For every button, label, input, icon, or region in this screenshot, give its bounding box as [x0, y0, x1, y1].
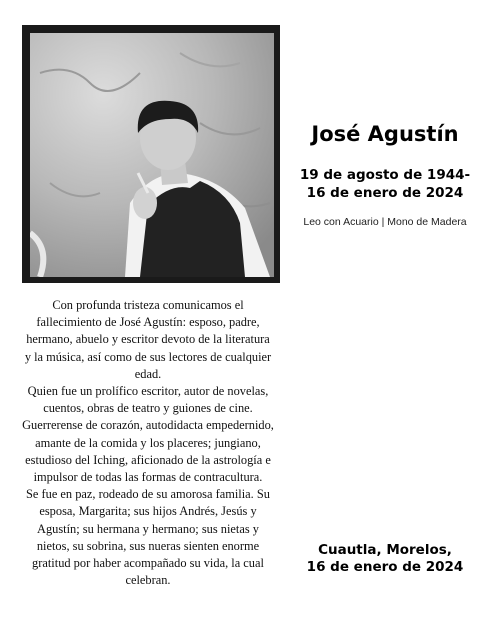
announcement-date: 16 de enero de 2024 — [306, 559, 464, 575]
portrait-image — [30, 33, 274, 277]
life-dates — [290, 166, 480, 202]
place-and-date — [280, 542, 490, 576]
zodiac-line: Leo con Acuario | Mono de Madera — [303, 216, 467, 228]
obituary-text — [22, 297, 274, 589]
death-date: 16 de enero de 2024 — [306, 185, 464, 201]
deceased-name: José Agustín — [311, 122, 459, 146]
paragraph-1: Con profunda tristeza comunicamos el fallecimiento de José Agustín: esposo, padre, hermano, abuelo y escritor devoto de la literatura y la música, así como de sus lectores de cualquier edad. — [24, 298, 272, 381]
place: Cuautla, Morelos, — [318, 542, 452, 558]
portrait-photo — [22, 25, 280, 283]
paragraph-2: Quien fue un prolífico escritor, autor de novelas, cuentos, obras de teatro y guiones de cine. Guerrerense de corazón, autodidacta empedernido, amante de la comida y los placeres; jungiano, estudioso del Iching, aficionado de la astrología e impulsor de todas las formas de contracultura. — [22, 384, 274, 485]
paragraph-3: Se fue en paz, rodeado de su amorosa familia. Su esposa, Margarita; sus hijos Andrés, Jesús y Agustín; su hermana y hermano; sus nietas y nietos, su sobrina, sus nueras sienten enorme gratitud por haber acompañado su vida, la cual celebran. — [26, 487, 270, 588]
portrait-illustration — [30, 33, 274, 277]
birth-date: 19 de agosto de 1944- — [299, 167, 471, 183]
